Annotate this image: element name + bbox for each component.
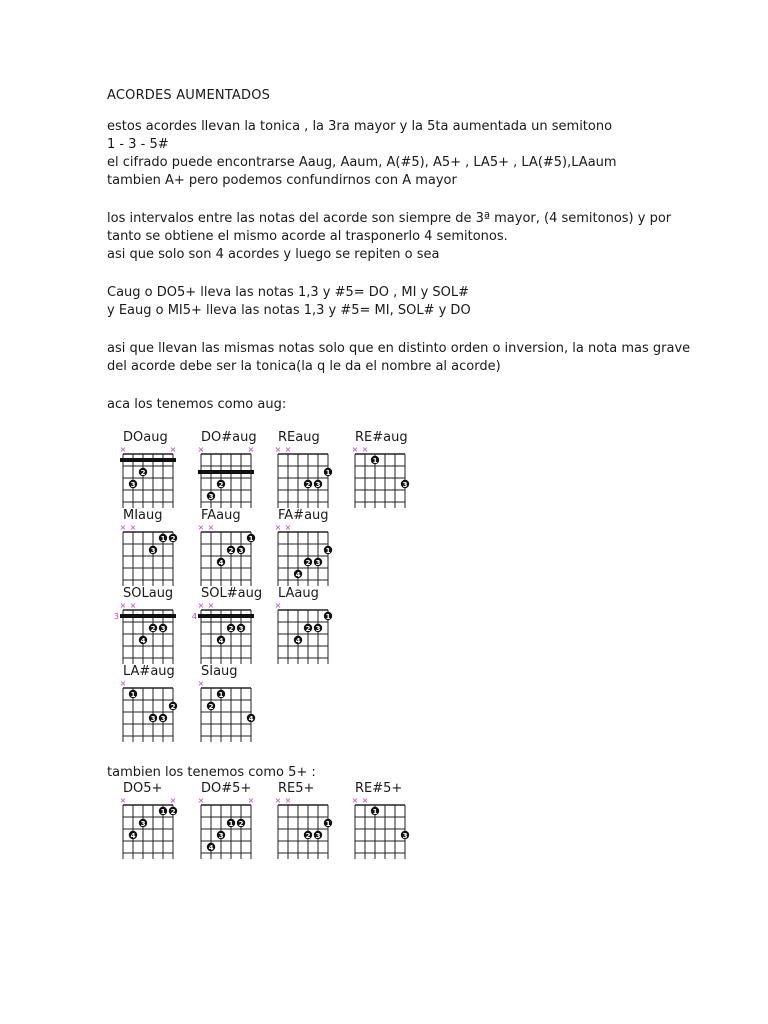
finger-number: 3	[238, 624, 244, 633]
mute-mark: ×	[119, 796, 127, 805]
finger-number: 1	[228, 819, 234, 828]
mute-mark: ×	[351, 445, 359, 454]
finger-number: 1	[160, 534, 166, 543]
fret-number: 3	[113, 612, 119, 621]
chord-svg	[343, 444, 417, 508]
chord-diagram	[266, 783, 340, 859]
finger-number: 2	[170, 702, 176, 711]
chord-name: RE5+	[278, 781, 315, 796]
mute-mark: ×	[119, 601, 127, 610]
mute-mark: ×	[197, 601, 205, 610]
text-line: y Eaug o MI5+ lleva las notas 1,3 y #5= MI, SOL# y DO	[107, 303, 471, 318]
chord-name: FA#aug	[278, 508, 329, 523]
finger-number: 1	[130, 690, 136, 699]
finger-number: 2	[228, 624, 234, 633]
chord-svg	[266, 600, 340, 664]
chord-diagram	[266, 588, 340, 664]
chord-svg	[111, 795, 185, 859]
finger-number: 1	[325, 612, 331, 621]
chord-name: REaug	[278, 430, 320, 445]
chord-diagram	[189, 666, 263, 742]
finger-number: 2	[228, 546, 234, 555]
chord-diagram	[189, 510, 263, 586]
chord-svg	[266, 795, 340, 859]
doc-title: ACORDES AUMENTADOS	[107, 88, 271, 103]
finger-number: 3	[140, 819, 146, 828]
chord-name: SOLaug	[123, 586, 174, 601]
chord-svg	[266, 444, 340, 508]
chord-svg	[189, 678, 263, 742]
chord-svg	[189, 444, 263, 508]
text-line: tambien los tenemos como 5+ :	[107, 765, 316, 780]
finger-number: 3	[208, 492, 214, 501]
finger-number: 3	[160, 624, 166, 633]
chord-svg	[111, 522, 185, 586]
barre-bar	[120, 458, 176, 462]
finger-number: 3	[315, 558, 321, 567]
mute-mark: ×	[351, 796, 359, 805]
finger-number: 2	[170, 534, 176, 543]
mute-mark: ×	[274, 601, 282, 610]
finger-number: 1	[218, 690, 224, 699]
chord-diagram	[111, 783, 185, 859]
mute-mark: ×	[274, 445, 282, 454]
chord-diagram	[189, 783, 263, 859]
finger-number: 2	[305, 558, 311, 567]
chord-name: SIaug	[201, 664, 238, 679]
finger-number: 3	[150, 714, 156, 723]
mute-mark: ×	[197, 523, 205, 532]
finger-number: 4	[130, 831, 136, 840]
mute-mark: ×	[207, 601, 215, 610]
text-line: tanto se obtiene el mismo acorde al trasponerlo 4 semitonos.	[107, 229, 508, 244]
mute-mark: ×	[119, 523, 127, 532]
mute-mark: ×	[207, 523, 215, 532]
finger-number: 1	[372, 807, 378, 816]
chord-diagram	[111, 588, 185, 664]
mute-mark: ×	[247, 796, 255, 805]
chord-name: RE#aug	[355, 430, 408, 445]
mute-mark: ×	[169, 445, 177, 454]
chord-diagram	[266, 510, 340, 586]
finger-number: 3	[402, 480, 408, 489]
chord-svg	[189, 600, 263, 664]
finger-number: 3	[238, 546, 244, 555]
finger-number: 4	[295, 636, 301, 645]
finger-number: 2	[305, 624, 311, 633]
mute-mark: ×	[197, 445, 205, 454]
finger-number: 4	[248, 714, 254, 723]
chord-svg	[343, 795, 417, 859]
finger-number: 1	[325, 819, 331, 828]
finger-number: 3	[160, 714, 166, 723]
finger-number: 1	[325, 468, 331, 477]
mute-mark: ×	[274, 523, 282, 532]
chord-name: SOL#aug	[201, 586, 263, 601]
chord-diagram	[189, 432, 263, 508]
finger-number: 2	[238, 819, 244, 828]
mute-mark: ×	[129, 601, 137, 610]
text-line: Caug o DO5+ lleva las notas 1,3 y #5= DO , MI y SOL#	[107, 285, 470, 300]
chord-svg	[111, 678, 185, 742]
text-line: asi que solo son 4 acordes y luego se repiten o sea	[107, 247, 440, 262]
barre-bar	[198, 470, 254, 474]
mute-mark: ×	[119, 679, 127, 688]
mute-mark: ×	[274, 796, 282, 805]
chord-svg	[111, 600, 185, 664]
finger-number: 1	[160, 807, 166, 816]
finger-number: 2	[208, 702, 214, 711]
text-line: asi que llevan las mismas notas solo que en distinto orden o inversion, la nota mas grave	[107, 341, 691, 356]
mute-mark: ×	[119, 445, 127, 454]
chord-svg	[189, 522, 263, 586]
chord-diagram	[343, 432, 417, 508]
finger-number: 1	[325, 546, 331, 555]
mute-mark: ×	[247, 445, 255, 454]
chord-diagram	[266, 432, 340, 508]
mute-mark: ×	[284, 445, 292, 454]
finger-number: 3	[402, 831, 408, 840]
mute-mark: ×	[284, 796, 292, 805]
chord-diagram	[189, 588, 263, 664]
finger-number: 3	[315, 480, 321, 489]
finger-number: 4	[140, 636, 146, 645]
chord-diagram	[111, 432, 185, 508]
chord-name: FAaug	[201, 508, 241, 523]
finger-number: 3	[150, 546, 156, 555]
text-line: estos acordes llevan la tonica , la 3ra mayor y la 5ta aumentada un semitono	[107, 119, 613, 134]
chord-diagram	[111, 510, 185, 586]
fret-number: 4	[191, 612, 197, 621]
finger-number: 2	[305, 831, 311, 840]
text-line: los intervalos entre las notas del acorde son siempre de 3ª mayor, (4 semitonos) y por	[107, 211, 672, 226]
mute-mark: ×	[197, 796, 205, 805]
chord-name: LAaug	[278, 586, 319, 601]
text-line: tambien A+ pero podemos confundirnos con A mayor	[107, 173, 457, 188]
finger-number: 3	[315, 624, 321, 633]
finger-number: 3	[130, 480, 136, 489]
finger-number: 2	[218, 480, 224, 489]
chord-name: LA#aug	[123, 664, 175, 679]
chord-name: DO5+	[123, 781, 163, 796]
text-line: del acorde debe ser la tonica(la q le da el nombre al acorde)	[107, 359, 501, 374]
mute-mark: ×	[169, 796, 177, 805]
mute-mark: ×	[361, 796, 369, 805]
mute-mark: ×	[284, 523, 292, 532]
text-line: 1 - 3 - 5#	[107, 137, 169, 152]
chord-name: DOaug	[123, 430, 168, 445]
chord-name: RE#5+	[355, 781, 403, 796]
finger-number: 3	[315, 831, 321, 840]
chord-diagram	[111, 666, 185, 742]
finger-number: 3	[218, 831, 224, 840]
finger-number: 4	[208, 843, 214, 852]
chord-diagram	[343, 783, 417, 859]
finger-number: 4	[295, 570, 301, 579]
mute-mark: ×	[361, 445, 369, 454]
text-line: el cifrado puede encontrarse Aaug, Aaum, A(#5), A5+ , LA5+ , LA(#5),LAaum	[107, 155, 617, 170]
barre-bar	[120, 614, 176, 618]
chord-svg	[189, 795, 263, 859]
chord-svg	[266, 522, 340, 586]
mute-mark: ×	[129, 523, 137, 532]
finger-number: 1	[372, 456, 378, 465]
mute-mark: ×	[197, 679, 205, 688]
chord-name: DO#5+	[201, 781, 252, 796]
chord-svg	[111, 444, 185, 508]
chord-name: DO#aug	[201, 430, 257, 445]
finger-number: 4	[218, 558, 224, 567]
barre-bar	[198, 614, 254, 618]
finger-number: 2	[170, 807, 176, 816]
finger-number: 2	[305, 480, 311, 489]
finger-number: 2	[140, 468, 146, 477]
finger-number: 4	[218, 636, 224, 645]
chord-name: MIaug	[123, 508, 163, 523]
text-line: aca los tenemos como aug:	[107, 397, 287, 412]
finger-number: 1	[248, 534, 254, 543]
finger-number: 2	[150, 624, 156, 633]
